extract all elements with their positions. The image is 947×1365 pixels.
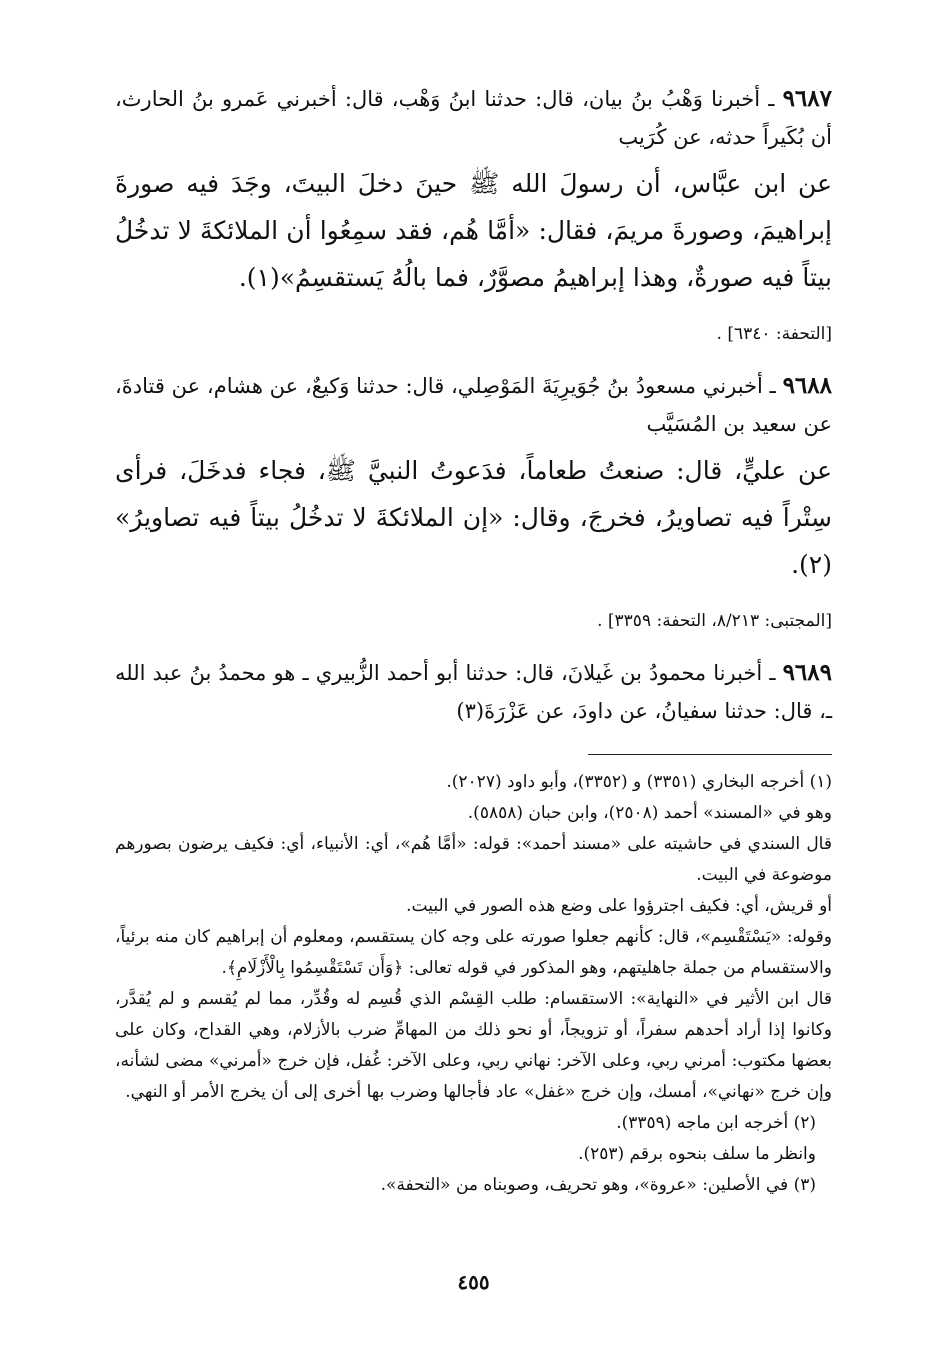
isnad-text: أخبرنا وَهْبُ بنُ بيان، قال: حدثنا ابنُ وَهْب، قال: أخبرني عَمرو بنُ الحارث، أن بُكَيراً حدثه، عن كُرَيب: [115, 87, 832, 149]
footnote-line: وانظر ما سلف بنحوه برقم (٢٥٣).: [578, 1144, 816, 1164]
isnad-text: أخبرني مسعودُ بنُ جُوَيرِيَةَ المَوْصِلي، قال: حدثنا وَكيعٌ، عن هشام، عن قتادةَ، عن سعيد بن المُسَيَّب: [115, 374, 832, 436]
isnad-text: أخبرنا محمودُ بن غَيلانَ، قال: حدثنا أبو أحمد الزُّبيري ـ هو محمدُ بنُ عبد الله ـ، قال: حدثنا سفيانُ، عن داودَ، عن عَزْرَةَ(٣): [115, 661, 832, 723]
footnote-line: قال ابن الأثير في «النهاية»: الاستقسام: طلب القِسْم الذي قُسِم له وقُدِّر، مما لم يُقسم و لم يُقدَّر، وكانوا إذا أراد أحدهم سفراً، أو تزويجاً، أو نحو ذلك من المهامِّ ضرب بالأزلام، وهي القداح، وكان على بعضها مكتوب: أمرني ربي، وعلى الآخر: نهاني ربي، وعلى الآخر: غُفل، فإن خرج «أمرني» مضى لشأنه، وإن خرج «نهاني»، أمسك، وإن خرج «غفل» عاد فأجالها وضرب بها أخرى إلى أن يخرج الأمر أو النهي.: [115, 989, 832, 1102]
page-number: ٤٥٥: [457, 1270, 490, 1294]
footnotes: [115, 767, 832, 1201]
hadith-isnad: ٩٦٨٧ ـ أخبرنا وَهْبُ بنُ بيان، قال: حدثنا ابنُ وَهْب، قال: أخبرني عَمرو بنُ الحارث، أن بُكَيراً حدثه، عن كُرَيب: [115, 85, 832, 149]
page-content: [115, 80, 832, 1201]
footnote-line: (٢) أخرجه ابن ماجه (٣٣٥٩).: [616, 1113, 816, 1133]
hadith-reference: [التحفة: ٦٣٤٠] .: [716, 324, 832, 344]
hadith-number: ٩٦٨٧: [782, 85, 832, 112]
hadith-reference: [المجتبى: ٨/٢١٣، التحفة: ٣٣٥٩] .: [597, 611, 832, 631]
footnote-line: أو قريش، أي: فكيف اجترؤوا على وضع هذه الصور في البيت.: [406, 896, 832, 916]
hadith-9689: [115, 654, 832, 730]
footnote-line: وقوله: «يَسْتَقْسِم»، قال: كأنهم جعلوا صورته على وجه كان يستقسم، ومعلوم أن إبراهيم كان منه برئياً، والاستقسام من جملة جاهليتهم، وهو المذكور في قوله تعالى: ﴿وَأَن تَسْتَقْسِمُوا بِالْأَزْلَامِ﴾.: [115, 927, 832, 978]
footnote-line: وهو في «المسند» أحمد (٢٥٠٨)، وابن حبان (٥٨٥٨).: [467, 803, 832, 823]
hadith-isnad: ٩٦٨٩ ـ أخبرنا محمودُ بن غَيلانَ، قال: حدثنا أبو أحمد الزُّبيري ـ هو محمدُ بنُ عبد الله ـ، قال: حدثنا سفيانُ، عن داودَ، عن عَزْرَةَ(٣): [115, 659, 832, 723]
hadith-matn: عن عليٍّ، قال: صنعتُ طعاماً، فدَعوتُ النبيَّ ﷺ، فجاء فدخَلَ، فرأى سِتْراً فيه تصاويرُ، فخرجَ، وقال: «إن الملائكةَ لا تدخُلُ بيتاً فيه تصاويرُ» (٢).: [115, 456, 832, 579]
hadith-isnad: ٩٦٨٨ ـ أخبرني مسعودُ بنُ جُوَيرِيَةَ المَوْصِلي، قال: حدثنا وَكيعٌ، عن هشام، عن قتادةَ، عن سعيد بن المُسَيَّب: [115, 372, 832, 436]
footnote-line: (٣) في الأصلين: «عروة»، وهو تحريف، وصوبناه من «التحفة».: [380, 1175, 816, 1195]
footnote-line: (١) أخرجه البخاري (٣٣٥١) و (٣٣٥٢)، وأبو داود (٢٠٢٧).: [446, 772, 832, 792]
footnote-separator: [588, 754, 832, 755]
hadith-matn: عن ابن عبَّاس، أن رسولَ الله ﷺ حينَ دخلَ البيتَ، وجَدَ فيه صورةَ إبراهيمَ، وصورةَ مريمَ، فقال: «أمَّا هُم، فقد سمِعُوا أن الملائكةَ لا تدخُلُ بيتاً فيه صورةٌ، وهذا إبراهيمُ مصوَّرٌ، فما بالُهُ يَستقسِمُ»(١).: [115, 169, 833, 292]
hadith-number: ٩٦٨٨: [782, 372, 832, 399]
hadith-number: ٩٦٨٩: [782, 659, 832, 686]
hadith-9687: [115, 80, 832, 349]
footnote-line: قال السندي في حاشيته على «مسند أحمد»: قوله: «أمَّا هُم»، أي: الأنبياء، أي: فكيف يرضون بصورهم موضوعة في البيت.: [115, 834, 832, 885]
hadith-9688: [115, 367, 832, 636]
